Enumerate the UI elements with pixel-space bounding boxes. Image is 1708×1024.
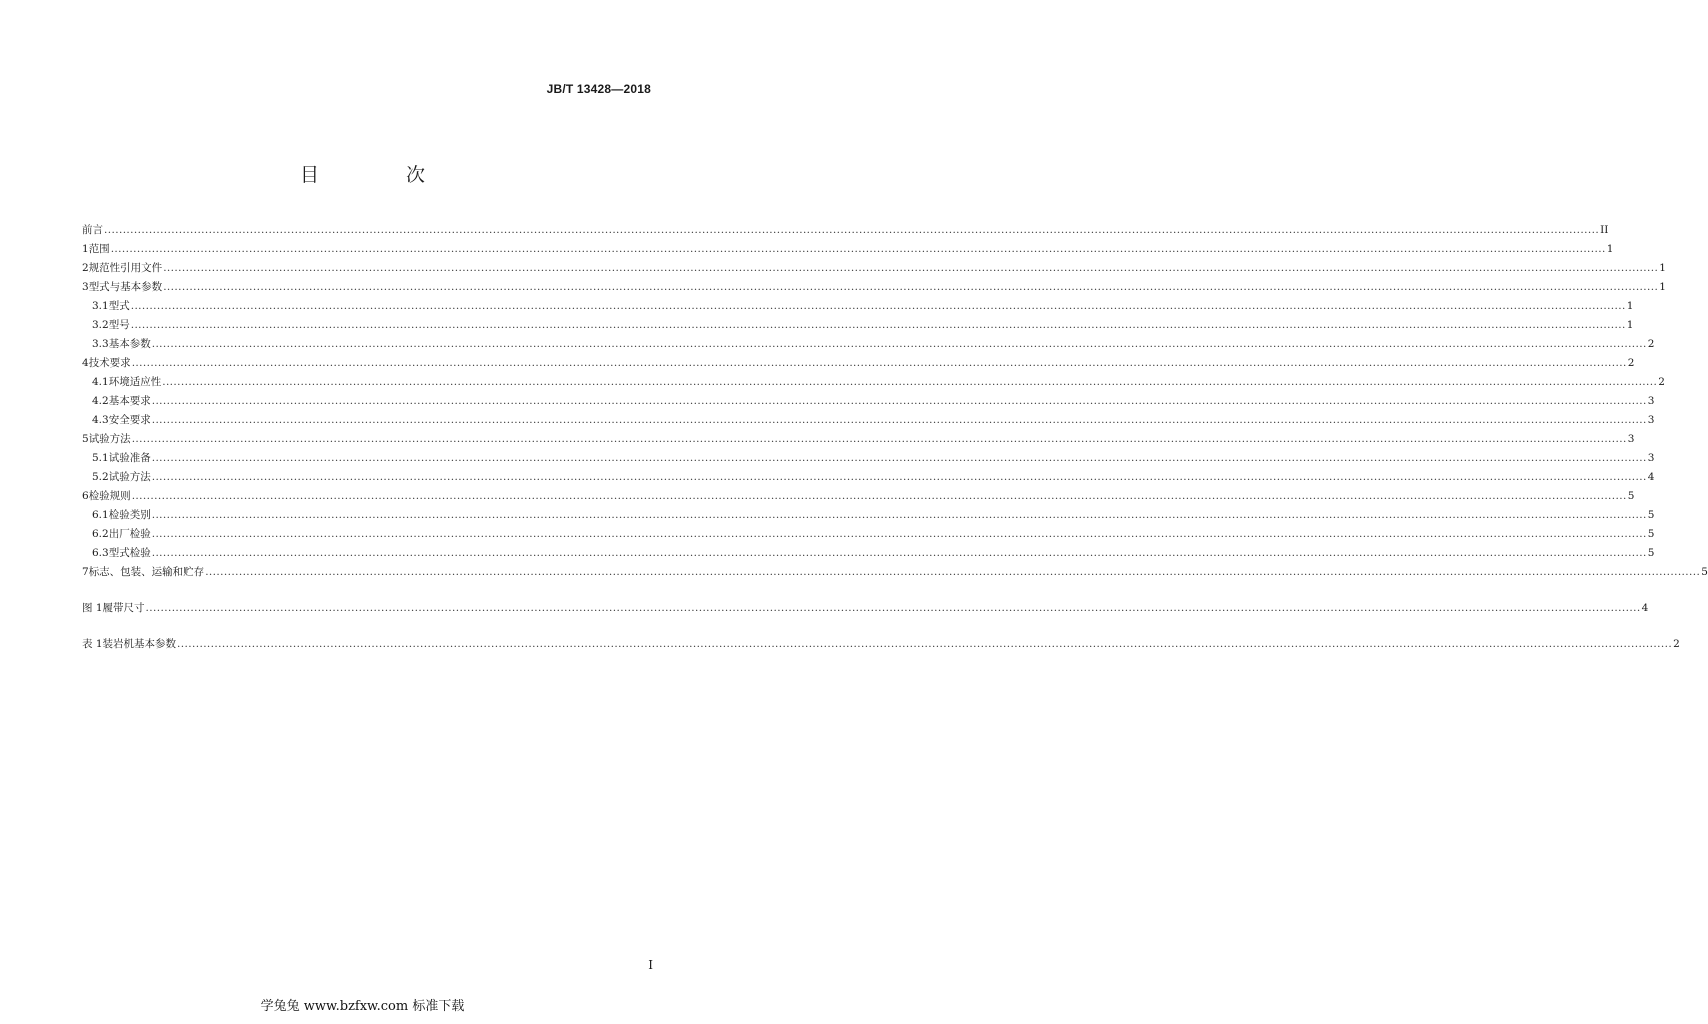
entry-number: 3.1: [92, 300, 109, 312]
dot-leader: ................................................................................................................................................................................................................................................................................................................................................................................................................: [145, 602, 1641, 614]
list-entry[interactable]: [82, 599, 1649, 617]
entry-number: 3.3: [92, 338, 109, 350]
dot-leader: ................................................................................................................................................................................................................................................................................................................................................................................................................: [151, 547, 1647, 559]
entry-number: 4.2: [92, 395, 109, 407]
watermark-text: 学兔兔 www.bzfxw.com 标准下载: [260, 999, 465, 1014]
entry-number: 图 1: [82, 602, 103, 614]
entry-label: 装岩机基本参数: [102, 638, 177, 650]
dot-leader: ................................................................................................................................................................................................................................................................................................................................................................................................................: [163, 262, 1659, 274]
dot-leader: ................................................................................................................................................................................................................................................................................................................................................................................................................: [151, 414, 1647, 426]
dot-leader: ................................................................................................................................................................................................................................................................................................................................................................................................................: [104, 224, 1600, 236]
entry-page-number: 4: [1647, 471, 1655, 483]
dot-leader: ................................................................................................................................................................................................................................................................................................................................................................................................................: [130, 319, 1626, 331]
entry-label: 试验准备: [108, 452, 151, 464]
toc-entry[interactable]: [82, 563, 1708, 581]
toc-entry[interactable]: [82, 259, 1666, 277]
toc-entry[interactable]: [82, 240, 1614, 258]
entry-number: 7: [82, 566, 89, 578]
toc-entry[interactable]: [82, 430, 1635, 448]
toc-entry[interactable]: [82, 354, 1635, 372]
toc-entry[interactable]: [82, 525, 1655, 543]
toc-entry[interactable]: [82, 297, 1634, 315]
entry-page-number: 2: [1673, 638, 1680, 650]
entry-number: 4.1: [92, 376, 109, 388]
dot-leader: ................................................................................................................................................................................................................................................................................................................................................................................................................: [163, 281, 1659, 293]
dot-leader: ................................................................................................................................................................................................................................................................................................................................................................................................................: [130, 300, 1626, 312]
entry-number: 6: [82, 490, 89, 502]
entry-number: 5.2: [92, 471, 109, 483]
entry-label: 试验方法: [88, 433, 131, 445]
entry-number: 2: [82, 262, 89, 274]
entry-page-number: 4: [1641, 602, 1649, 614]
toc-entry[interactable]: [82, 392, 1655, 410]
entry-number: 6.2: [92, 528, 109, 540]
entry-page-number: 2: [1627, 357, 1635, 369]
entry-number: 3: [82, 281, 89, 293]
entry-label: 检验类别: [108, 509, 151, 521]
entry-label: 型式检验: [108, 547, 151, 559]
entry-page-number: 2: [1658, 376, 1665, 388]
entry-page-number: II: [1600, 224, 1609, 236]
toc-entry[interactable]: [82, 373, 1665, 391]
dot-leader: ................................................................................................................................................................................................................................................................................................................................................................................................................: [205, 566, 1701, 578]
entry-label: 型式: [108, 300, 130, 312]
toc-entry[interactable]: [82, 468, 1655, 486]
entry-label: 型式与基本参数: [88, 281, 163, 293]
entry-page-number: 1: [1659, 281, 1666, 293]
toc-entry[interactable]: [82, 544, 1655, 562]
entry-label: 试验方法: [108, 471, 151, 483]
dot-leader: ................................................................................................................................................................................................................................................................................................................................................................................................................: [131, 357, 1627, 369]
entry-number: 6.3: [92, 547, 109, 559]
entry-label: 技术要求: [88, 357, 131, 369]
entry-label: 标志、包装、运输和贮存: [88, 566, 205, 578]
entry-page-number: 1: [1626, 319, 1634, 331]
entry-page-number: 5: [1701, 566, 1708, 578]
entry-label: 基本要求: [108, 395, 151, 407]
entry-label: 型号: [108, 319, 130, 331]
page-number: I: [648, 958, 653, 972]
entry-page-number: 1: [1606, 243, 1614, 255]
entry-label: 环境适应性: [108, 376, 162, 388]
entry-page-number: 3: [1627, 433, 1635, 445]
dot-leader: ................................................................................................................................................................................................................................................................................................................................................................................................................: [110, 243, 1606, 255]
entry-label: 规范性引用文件: [88, 262, 163, 274]
entry-number: 表 1: [82, 638, 103, 650]
entry-number: 3.2: [92, 319, 109, 331]
entry-page-number: 5: [1647, 528, 1655, 540]
entry-label: 检验规则: [88, 490, 131, 502]
dot-leader: ................................................................................................................................................................................................................................................................................................................................................................................................................: [151, 471, 1647, 483]
entry-number: 4: [82, 357, 89, 369]
dot-leader: ................................................................................................................................................................................................................................................................................................................................................................................................................: [131, 490, 1627, 502]
entry-page-number: 1: [1626, 300, 1634, 312]
entry-page-number: 5: [1647, 547, 1655, 559]
dot-leader: ................................................................................................................................................................................................................................................................................................................................................................................................................: [162, 376, 1658, 388]
dot-leader: ................................................................................................................................................................................................................................................................................................................................................................................................................: [151, 509, 1647, 521]
list-entry[interactable]: [82, 635, 1680, 653]
toc-entry[interactable]: [82, 221, 1609, 239]
dot-leader: ................................................................................................................................................................................................................................................................................................................................................................................................................: [177, 638, 1673, 650]
dot-leader: ................................................................................................................................................................................................................................................................................................................................................................................................................: [151, 452, 1647, 464]
entry-page-number: 3: [1647, 452, 1655, 464]
entry-label: 安全要求: [108, 414, 151, 426]
page-title: 目 次: [299, 164, 459, 186]
toc-entry[interactable]: [82, 411, 1655, 429]
entry-page-number: 1: [1659, 262, 1666, 274]
entry-page-number: 5: [1627, 490, 1635, 502]
dot-leader: ................................................................................................................................................................................................................................................................................................................................................................................................................: [131, 433, 1627, 445]
entry-label: 范围: [88, 243, 110, 255]
standard-number: JB/T 13428—2018: [546, 82, 651, 96]
entry-number: 5.1: [92, 452, 109, 464]
entry-number: 5: [82, 433, 89, 445]
entry-label: 出厂检验: [108, 528, 151, 540]
dot-leader: ................................................................................................................................................................................................................................................................................................................................................................................................................: [151, 528, 1647, 540]
toc-entry[interactable]: [82, 335, 1655, 353]
entry-number: 1: [82, 243, 89, 255]
dot-leader: ................................................................................................................................................................................................................................................................................................................................................................................................................: [151, 338, 1647, 350]
entry-label: 前言: [82, 224, 103, 236]
entry-label: 履带尺寸: [102, 602, 145, 614]
entry-number: 4.3: [92, 414, 109, 426]
dot-leader: ................................................................................................................................................................................................................................................................................................................................................................................................................: [151, 395, 1647, 407]
toc-entry[interactable]: [82, 487, 1635, 505]
entry-number: 6.1: [92, 509, 109, 521]
entry-label: 基本参数: [108, 338, 151, 350]
entry-page-number: 5: [1647, 509, 1655, 521]
toc-entry[interactable]: [82, 449, 1655, 467]
toc-entry[interactable]: [82, 278, 1666, 296]
entry-page-number: 2: [1647, 338, 1655, 350]
toc-entry[interactable]: [82, 316, 1634, 334]
entry-page-number: 3: [1647, 414, 1655, 426]
entry-page-number: 3: [1647, 395, 1655, 407]
toc-entry[interactable]: [82, 506, 1655, 524]
